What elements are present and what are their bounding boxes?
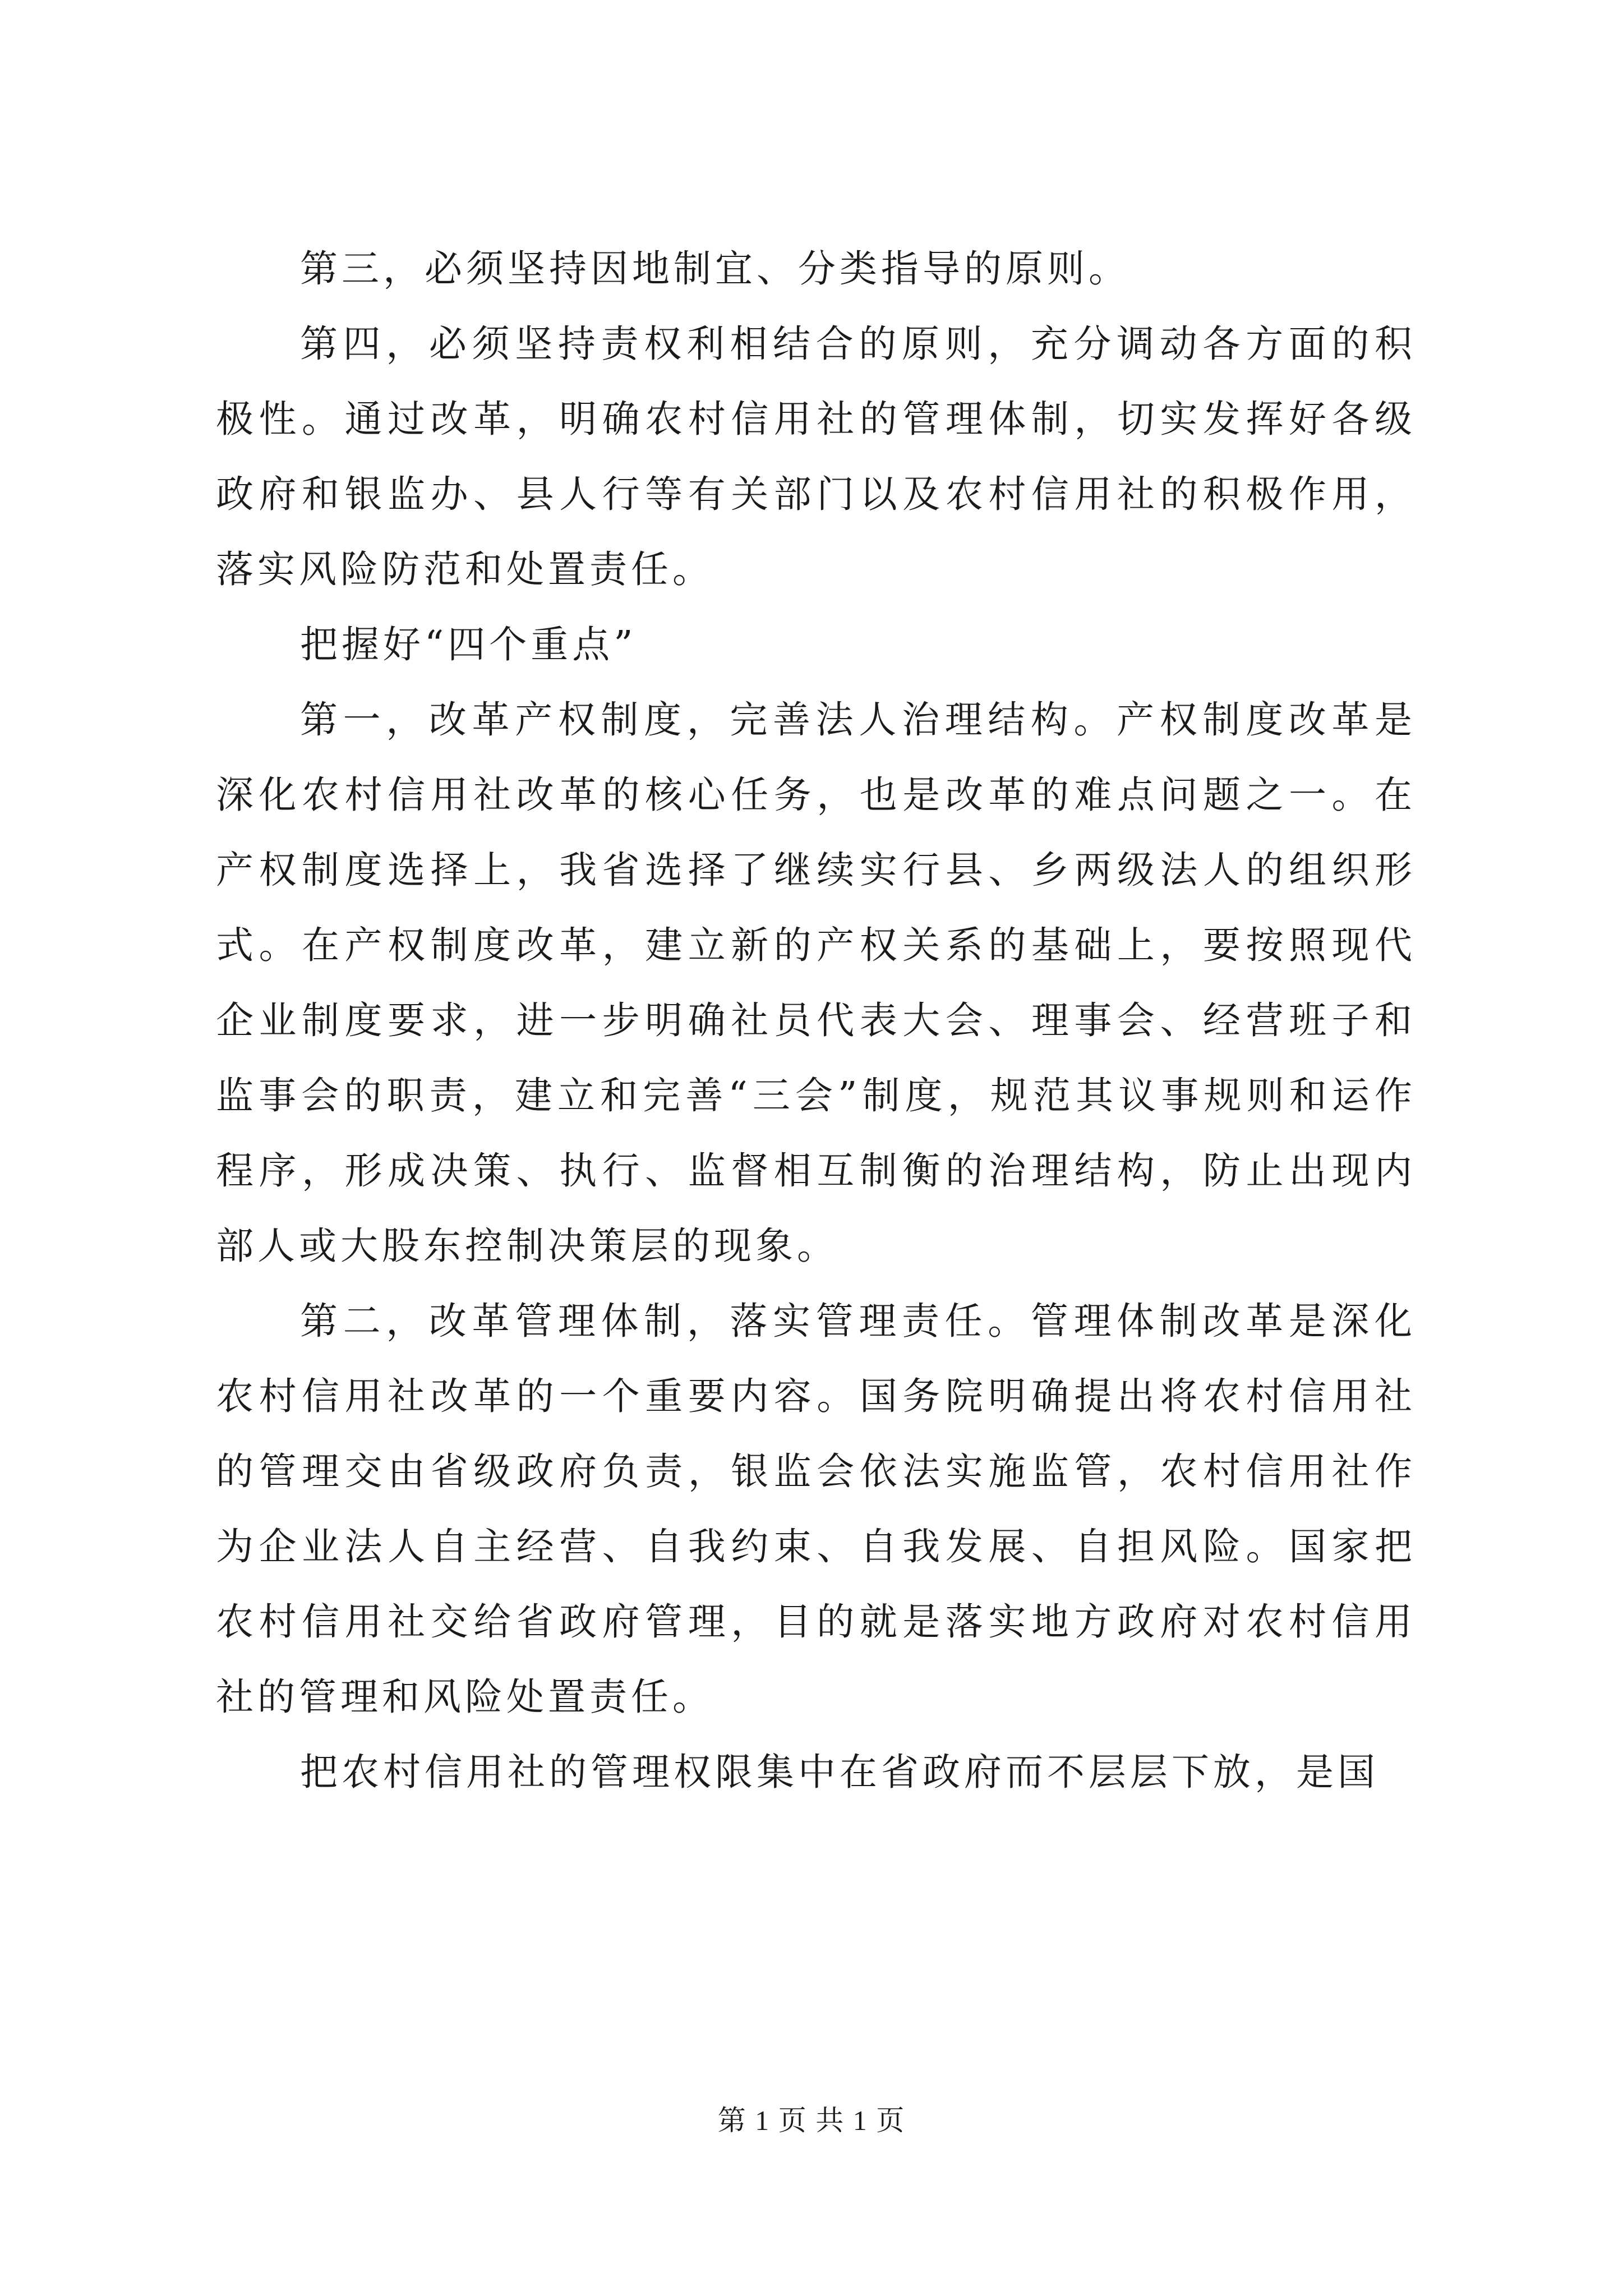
section-heading-four-focuses: 把握好“四个重点” [300, 623, 637, 666]
document-body [216, 231, 1416, 1810]
paragraph-management-authority: 把农村信用社的管理权限集中在省政府而不层层下放，是国 [300, 1750, 1379, 1794]
paragraph-principle-four: 第四，必须坚持责权利相结合的原则，充分调动各方面的积极性。通过改革，明确农村信用社的管理体制，切实发挥好各级政府和银监办、县人行等有关部门以及农村信用社的积极作用，落实风险防范和处置责任。 [216, 322, 1416, 591]
paragraph-principle-three: 第三，必须坚持因地制宜、分类指导的原则。 [300, 247, 1130, 291]
paragraph-property-rights-reform: 第一，改革产权制度，完善法人治理结构。产权制度改革是深化农村信用社改革的核心任务，也是改革的难点问题之一。在产权制度选择上，我省选择了继续实行县、乡两级法人的组织形式。在产权制度改革，建立新的产权关系的基础上，要按照现代企业制度要求，进一步明确社员代表大会、理事会、经营班子和监事会的职责，建立和完善“三会”制度，规范其议事规则和运作程序，形成决策、执行、监督相互制衡的治理结构，防止出现内部人或大股东控制决策层的现象。 [216, 698, 1416, 1268]
page-footer: 第 1 页 共 1 页 [717, 2105, 906, 2136]
paragraph-management-reform: 第二，改革管理体制，落实管理责任。管理体制改革是深化农村信用社改革的一个重要内容。国务院明确提出将农村信用社的管理交由省级政府负责，银监会依法实施监管，农村信用社作为企业法人自主经营、自我约束、自我发展、自担风险。国家把农村信用社交给省政府管理，目的就是落实地方政府对农村信用社的管理和风险处置责任。 [216, 1299, 1416, 1719]
